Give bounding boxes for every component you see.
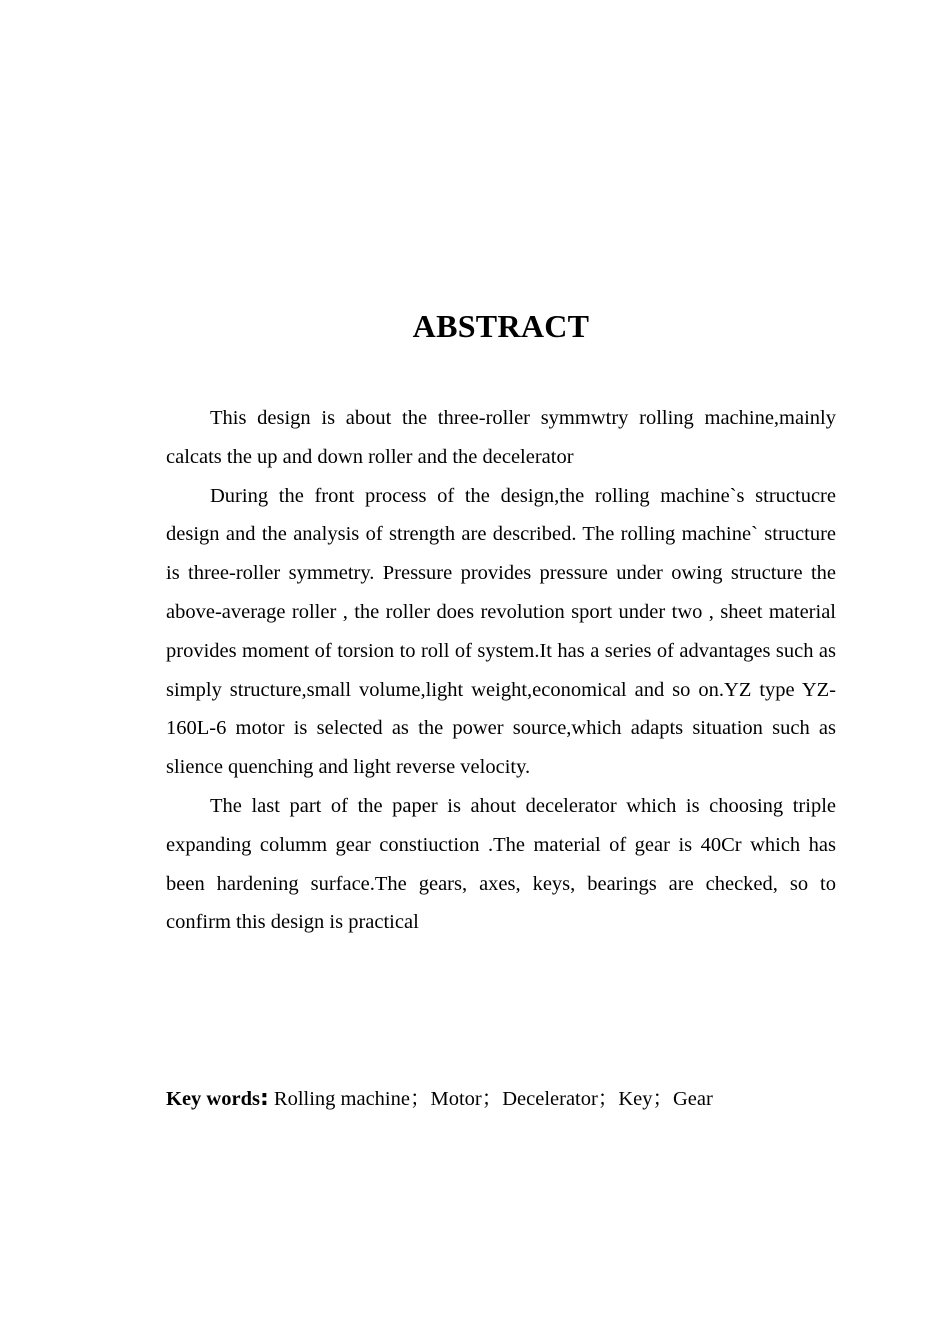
- abstract-paragraph-3: The last part of the paper is ahout decelerator which is choosing triple expanding columm gear constiuction .The material of gear is 40Cr which has been hardening surface.The gears, axes, keys, bearings are checked, so to confirm this design is practical: [166, 794, 836, 934]
- keyword-item: Motor；: [430, 1088, 503, 1110]
- keyword-item: Key；: [618, 1088, 673, 1110]
- keyword-item: Gear: [672, 1088, 713, 1110]
- abstract-paragraph-2: During the front process of the design,the rolling machine`s structucre design and the analysis of strength are described. The rolling machine` structure is three-roller symmetry. Pressure provides pressure under owing structure the above-average roller , the roller does revolution sport under two , sheet material provides moment of torsion to roll of system.It has a series of advantages such as simply structure,small volume,light weight,economical and so on.YZ type YZ-160L-6 motor is selected as the power source,which adapts situation such as slience quenching and light reverse velocity.: [166, 484, 836, 779]
- abstract-body: [166, 399, 836, 942]
- keyword-item: Decelerator；: [502, 1088, 619, 1110]
- keywords-colon: :: [259, 1086, 269, 1111]
- abstract-title: ABSTRACT: [412, 308, 590, 344]
- keyword-item: Rolling machine；: [273, 1088, 431, 1110]
- keywords-line: [166, 1080, 866, 1118]
- keywords-label: Key words: [166, 1088, 260, 1110]
- abstract-paragraph-1: This design is about the three-roller symmwtry rolling machine,mainly calcats the up and down roller and the decelerator: [166, 407, 836, 468]
